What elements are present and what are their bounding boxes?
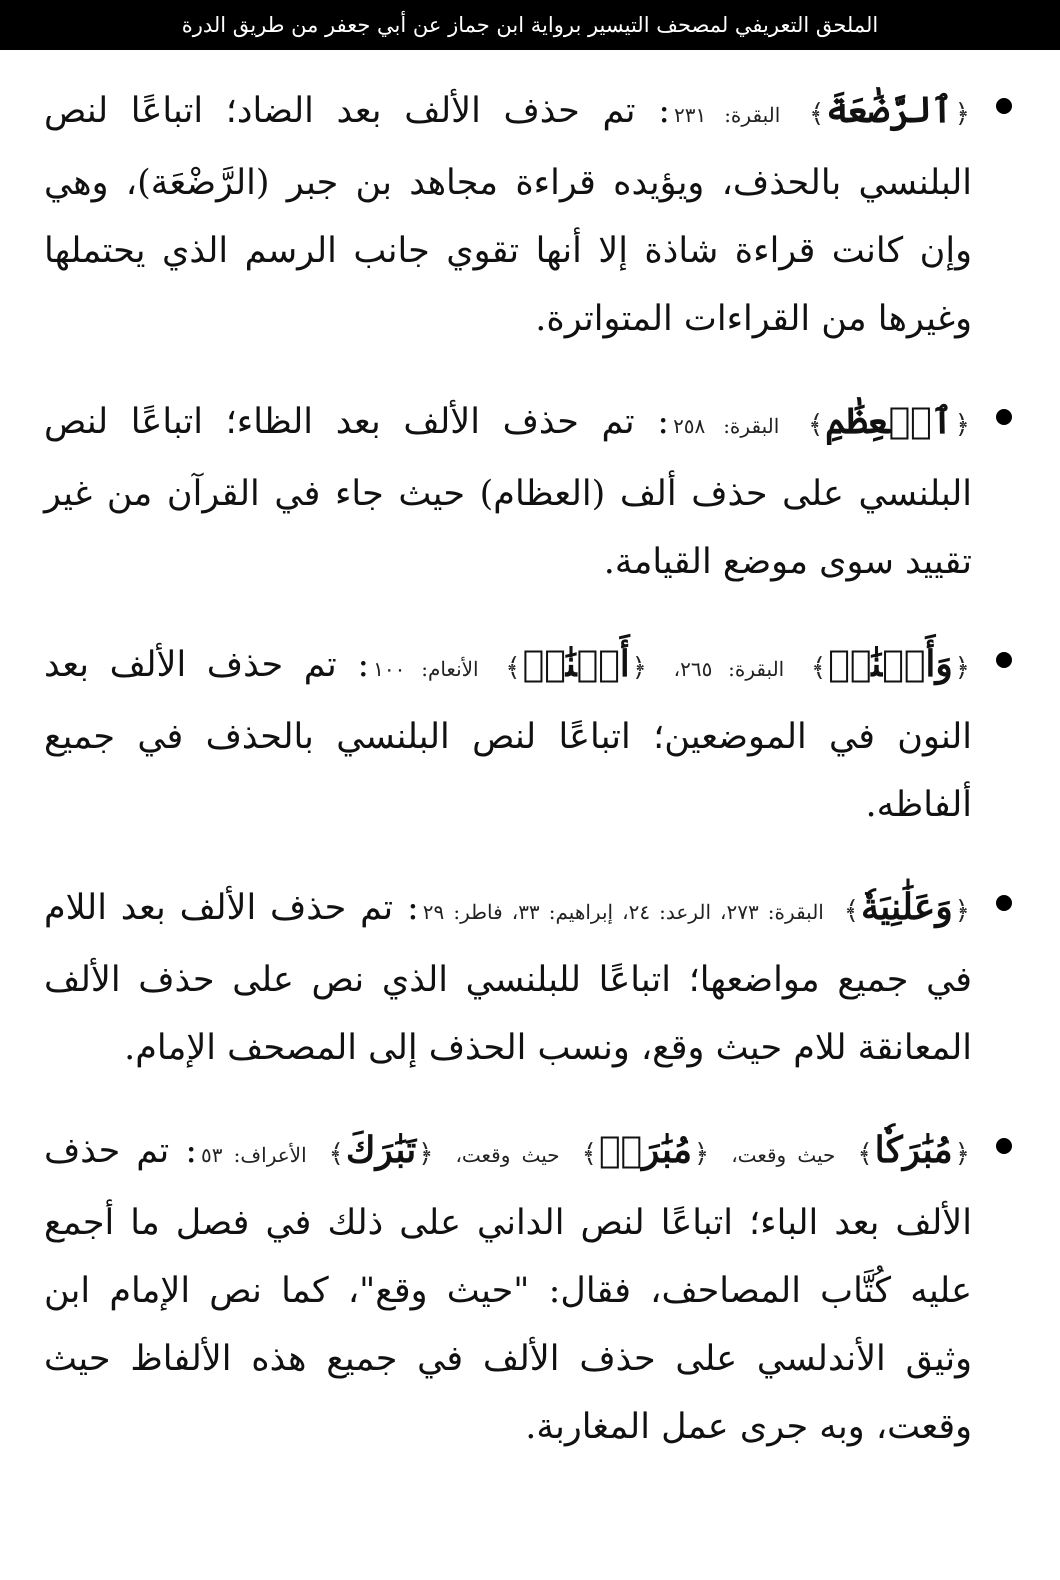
quran-word: أَعۡنَٰبٖ xyxy=(522,643,630,685)
entry-text: : تم حذف الألف بعد الباء؛ اتباعًا لنص الداني على ذلك في فصل ما أجمع عليه كُتَّاب المصاحف، فقال: "حيث وقع"، كما نص الإمام ابن وثيق الأندلسي على حذف الألف في جميع هذه الألفاظ حيث وقعت، وبه جرى عمل المغاربة. xyxy=(44,1131,972,1447)
reference: حيث وقعت، xyxy=(455,1143,560,1167)
reference: البقرة: ٢٧٣، الرعد: ٢٤، إبراهيم: ٣٣، فاطر: ٢٩ xyxy=(422,900,824,924)
ornament-close-icon: ﴾ xyxy=(843,896,859,926)
entry-2 xyxy=(44,387,1016,596)
entry-text: : تم حذف الألف بعد الظاء؛ اتباعًا لنص البلنسي على حذف ألف (العظام) حيث جاء في القرآن من غير تقييد سوى موضع القيامة. xyxy=(44,402,972,582)
quran-word: وَأَعۡنَٰبٖ xyxy=(828,643,953,685)
entries-list xyxy=(44,76,1016,1495)
bullet-icon xyxy=(996,409,1012,425)
quran-word: مُبَٰرَكٗا xyxy=(874,1129,953,1171)
quran-word: مُبَٰرَكٞ xyxy=(598,1129,693,1171)
bullet-icon xyxy=(996,1138,1012,1154)
reference: البقرة: ٢٥٨ xyxy=(673,414,780,438)
ornament-open-icon: ﴿ xyxy=(954,896,970,926)
reference: البقرة: ٢٦٥، xyxy=(673,657,785,681)
ornament-open-icon: ﴿ xyxy=(631,653,647,683)
quran-word: تَبَٰرَكَ xyxy=(345,1129,417,1171)
page-header xyxy=(0,0,1060,50)
ornament-close-icon: ﴾ xyxy=(328,1139,344,1169)
reference: البقرة: ٢٣١ xyxy=(674,103,781,127)
entry-3 xyxy=(44,630,1016,839)
ornament-close-icon: ﴾ xyxy=(857,1139,873,1169)
reference: الأنعام: ١٠٠ xyxy=(373,657,479,681)
entry-5 xyxy=(44,1116,1016,1461)
quran-word: ٱلۡعِظَٰمِ xyxy=(825,400,953,442)
ornament-open-icon: ﴿ xyxy=(954,410,970,440)
bullet-icon xyxy=(996,895,1012,911)
entry-text: : تم حذف الألف بعد اللام في جميع مواضعها؛ اتباعًا للبلنسي الذي نص على حذف الألف المعانقة للام حيث وقع، ونسب الحذف إلى المصحف الإمام. xyxy=(44,888,972,1068)
ornament-open-icon: ﴿ xyxy=(418,1139,434,1169)
bullet-icon xyxy=(996,98,1012,114)
quran-word: ٱلرَّضَٰعَةَ xyxy=(826,89,953,131)
reference: الأعراف: ٥٣ xyxy=(201,1143,307,1167)
ornament-close-icon: ﴾ xyxy=(505,653,521,683)
ornament-close-icon: ﴾ xyxy=(581,1139,597,1169)
ornament-open-icon: ﴿ xyxy=(954,99,970,129)
ornament-open-icon: ﴿ xyxy=(954,1139,970,1169)
reference: حيث وقعت، xyxy=(731,1143,836,1167)
entry-4 xyxy=(44,873,1016,1082)
ornament-close-icon: ﴾ xyxy=(807,410,824,440)
entry-text: : تم حذف الألف بعد النون في الموضعين؛ اتباعًا لنص البلنسي بالحذف في جميع ألفاظه. xyxy=(44,645,972,825)
ornament-open-icon: ﴿ xyxy=(694,1139,710,1169)
ornament-open-icon: ﴿ xyxy=(954,653,970,683)
entry-1 xyxy=(44,76,1016,353)
ornament-close-icon: ﴾ xyxy=(808,99,825,129)
header-title: الملحق التعريفي لمصحف التيسير برواية ابن جماز عن أبي جعفر من طريق الدرة xyxy=(181,13,879,37)
ornament-close-icon: ﴾ xyxy=(810,653,827,683)
bullet-icon xyxy=(996,652,1012,668)
quran-word: وَعَلَٰنِيَةٗ xyxy=(860,886,953,928)
entry-text: : تم حذف الألف بعد الضاد؛ اتباعًا لنص البلنسي بالحذف، ويؤيده قراءة مجاهد بن جبر (الرَّضْعَة)، وهي وإن كانت قراءة شاذة إلا أنها تقوي جانب الرسم الذي يحتملها وغيرها من القراءات المتواترة. xyxy=(44,91,972,339)
